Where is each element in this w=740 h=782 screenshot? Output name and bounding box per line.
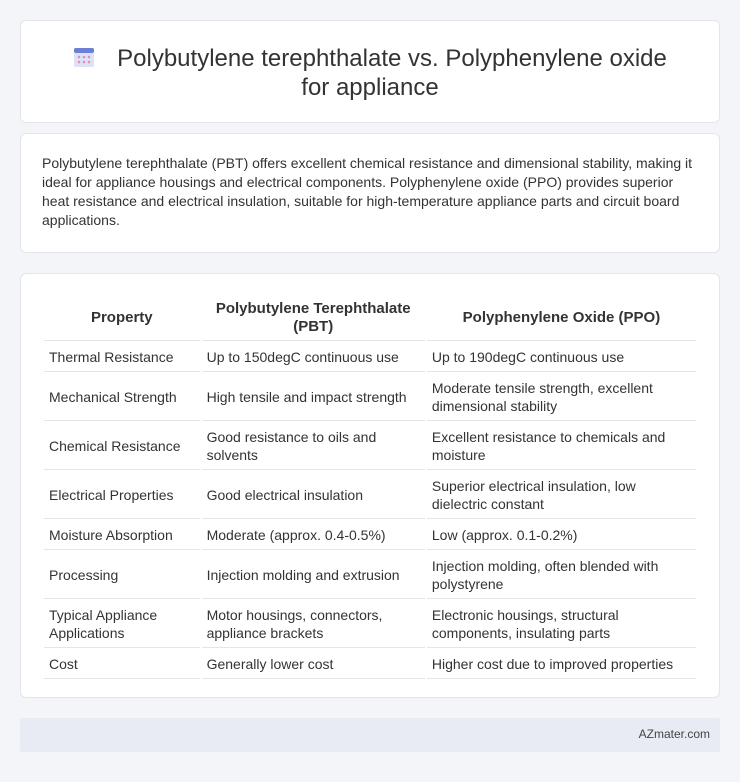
row-ppo-value: Higher cost due to improved properties [427, 650, 696, 679]
table-row [44, 552, 696, 599]
header-property: Property [44, 296, 200, 341]
row-pbt-value: Up to 150degC continuous use [202, 343, 425, 372]
row-ppo-value: Superior electrical insulation, low dielectric constant [427, 472, 696, 519]
calendar-grid-icon [73, 46, 95, 68]
row-ppo-value: Electronic housings, structural components, insulating parts [427, 601, 696, 648]
row-property: Processing [44, 552, 200, 599]
row-ppo-value: Up to 190degC continuous use [427, 343, 696, 372]
footer-bar [20, 718, 720, 752]
page-title-wrap [21, 44, 719, 102]
header-ppo: Polyphenylene Oxide (PPO) [427, 296, 696, 341]
page-title: Polybutylene terephthalate vs. Polyphenylene oxide for appliance [117, 45, 667, 101]
row-property: Cost [44, 650, 200, 679]
row-property: Mechanical Strength [44, 374, 200, 421]
intro-paragraph: Polybutylene terephthalate (PBT) offers excellent chemical resistance and dimensional stability, making it ideal for appliance housings and electrical components. Polyphenylene oxide (PPO) provides superior heat resistance and electrical insulation, suitable for high-temperature appliance parts and circuit board applications. [42, 155, 693, 228]
row-ppo-value: Moderate tensile strength, excellent dimensional stability [427, 374, 696, 421]
title-card [20, 20, 720, 123]
table-row [44, 343, 696, 372]
row-ppo-value: Low (approx. 0.1-0.2%) [427, 521, 696, 550]
row-property: Thermal Resistance [44, 343, 200, 372]
row-pbt-value: Motor housings, connectors, appliance brackets [202, 601, 425, 648]
row-property: Chemical Resistance [44, 423, 200, 470]
table-header-row [44, 296, 696, 341]
row-property: Typical Appliance Applications [44, 601, 200, 648]
footer-brand: AZmater.com [638, 727, 710, 741]
table-row [44, 472, 696, 519]
row-ppo-value: Injection molding, often blended with polystyrene [427, 552, 696, 599]
row-property: Moisture Absorption [44, 521, 200, 550]
table-row [44, 423, 696, 470]
row-pbt-value: Moderate (approx. 0.4-0.5%) [202, 521, 425, 550]
row-pbt-value: Good electrical insulation [202, 472, 425, 519]
row-ppo-value: Excellent resistance to chemicals and moisture [427, 423, 696, 470]
table-row [44, 374, 696, 421]
comparison-table [42, 294, 698, 681]
row-pbt-value: Good resistance to oils and solvents [202, 423, 425, 470]
row-property: Electrical Properties [44, 472, 200, 519]
row-pbt-value: Injection molding and extrusion [202, 552, 425, 599]
table-row [44, 521, 696, 550]
row-pbt-value: High tensile and impact strength [202, 374, 425, 421]
table-row [44, 650, 696, 679]
intro-card [20, 133, 720, 253]
comparison-card [20, 273, 720, 698]
header-pbt: Polybutylene Terephthalate (PBT) [202, 296, 425, 341]
row-pbt-value: Generally lower cost [202, 650, 425, 679]
table-row [44, 601, 696, 648]
